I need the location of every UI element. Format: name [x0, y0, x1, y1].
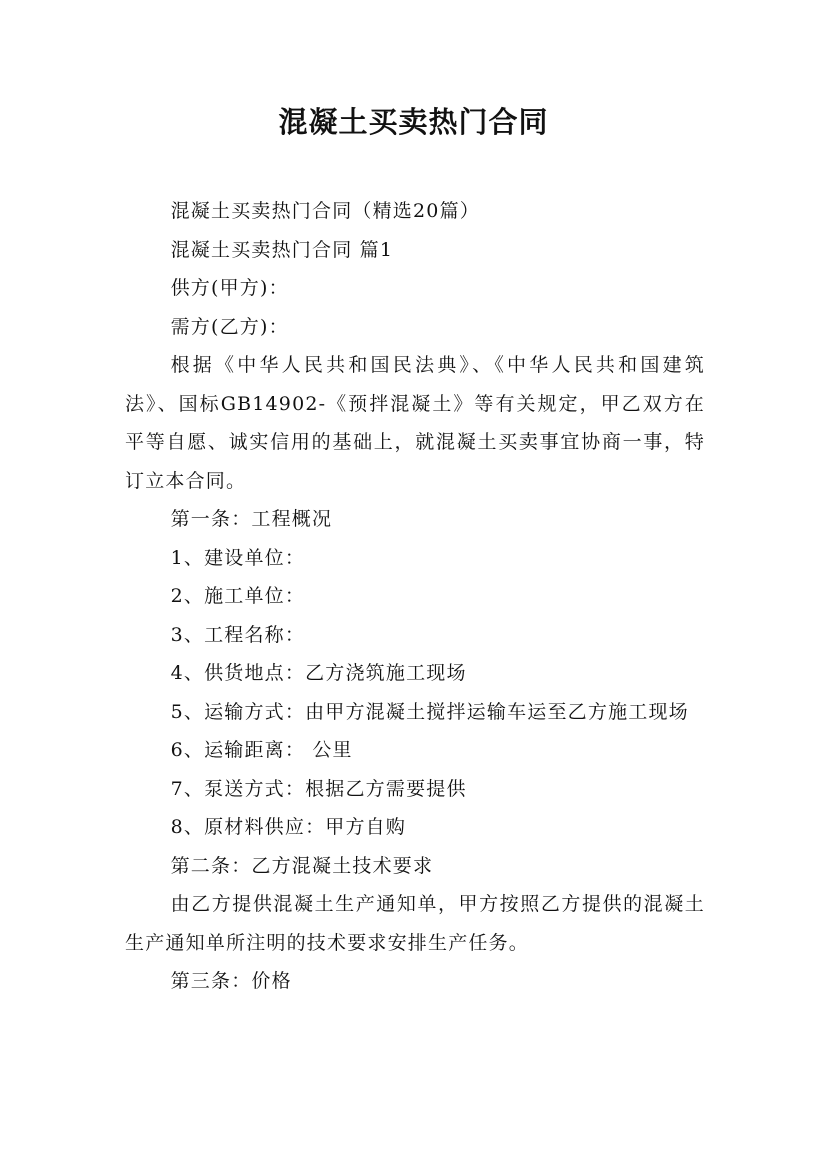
- paragraph-article-1: 第一条：工程概况: [170, 508, 333, 530]
- paragraph-item-7: 7、泵送方式：根据乙方需要提供: [170, 777, 467, 800]
- paragraph-article-2: 第二条：乙方混凝土技术要求: [170, 854, 434, 877]
- paragraph-article-3: 第三条：价格: [170, 970, 292, 992]
- paragraph-item-8: 8、原材料供应：甲方自购: [170, 816, 407, 838]
- paragraph-item-5: 5、运输方式：由甲方混凝土搅拌运输车运至乙方施工现场: [170, 700, 689, 723]
- paragraph-preamble: 根据《中华人民共和国民法典》、《中华人民共和国建筑法》、国标GB14902-《预拌混凝土》等有关规定，甲乙双方在平等自愿、诚实信用的基础上，就混凝土买卖事宜协商一事，特订立本合同。: [125, 354, 705, 492]
- paragraph-article-2-body: 由乙方提供混凝土生产通知单，甲方按照乙方提供的混凝土生产通知单所注明的技术要求安排生产任务。: [125, 893, 705, 954]
- paragraph-buyer: 需方(乙方)：: [170, 315, 289, 338]
- paragraph-item-4: 4、供货地点：乙方浇筑施工现场: [170, 662, 467, 684]
- document-body: [125, 192, 705, 1001]
- paragraph-section-heading: 混凝土买卖热门合同 篇1: [170, 238, 394, 261]
- paragraph-item-6: 6、运输距离： 公里: [170, 739, 353, 761]
- paragraph-item-1: 1、建设单位：: [170, 546, 306, 569]
- paragraph-subtitle: 混凝土买卖热门合同（精选20篇）: [170, 200, 480, 222]
- paragraph-item-2: 2、施工单位：: [170, 585, 306, 607]
- paragraph-supplier: 供方(甲方)：: [170, 277, 289, 299]
- document-title: 混凝土买卖热门合同: [278, 105, 549, 139]
- paragraph-item-3: 3、工程名称：: [170, 623, 306, 646]
